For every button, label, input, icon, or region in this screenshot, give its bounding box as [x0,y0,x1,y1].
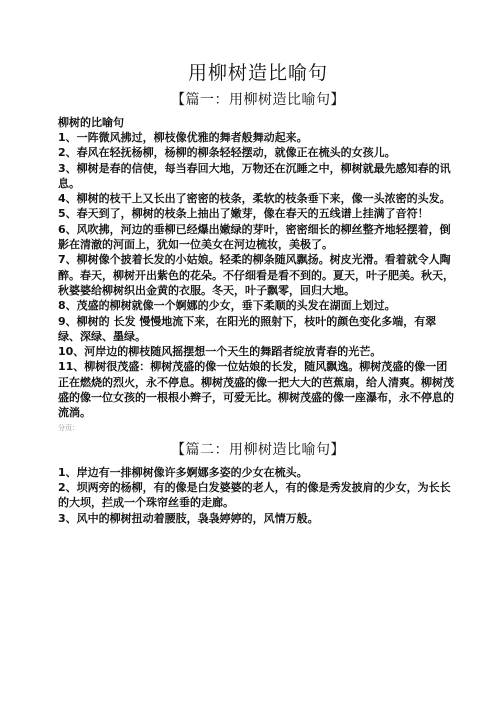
section-1-list [58,130,458,421]
section-2 [58,439,458,526]
page-break-label: 分页： [58,423,79,432]
list-item: 2、坝两旁的杨柳，有的像是白发婆婆的老人，有的像是秀发披肩的少女，为长长的大坝，拦成一个珠帘丝垂的走廊。 [58,480,451,510]
list-item: 3、风中的柳树扭动着腰肢，袅袅婷婷的，风情万般。 [58,511,319,525]
list-item: 1、一阵微风拂过，柳枝像优雅的舞者般舞动起来。 [58,131,308,144]
list-item: 6、风吹拂，河边的垂柳已经爆出嫩绿的芽叶，密密细长的柳丝整齐地轻摆着，倒影在清澈的河面上，犹如一位美女在河边梳妆，美极了。 [58,222,451,252]
list-item: 11、柳树很茂盛：柳树茂盛的像一位姑娘的长发，随风飘逸。柳树茂盛的像一团正在燃烧的烈火，永不停息。柳树茂盛的像一把大大的芭蕉扇，给人清爽。柳树茂盛的像一位女孩的一根根小辫子，可爱无比。柳树茂盛的像一座瀑布，永不停息的流淌。 [58,360,454,420]
list-item: 8、茂盛的柳树就像一个婀娜的少女，垂下柔顺的头发在湖面上划过。 [58,299,396,313]
list-item: 9、柳树的 长发 慢慢地流下来，在阳光的照射下，枝叶的颜色变化多端，有翠绿、深绿、墨绿。 [58,314,437,343]
list-item: 3、柳树是春的信使，每当春回大地，万物还在沉睡之中，柳树就最先感知春的讯息。 [58,161,451,190]
list-item: 2、春风在轻抚杨柳，杨柳的柳条轻轻摆动，就像正在梳头的女孩儿。 [58,146,396,160]
section-1-subtitle: 柳树的比喻句 [58,116,124,129]
section-1 [58,89,458,433]
section-1-header: 【篇一：用柳树造比喻句】 [171,92,345,108]
list-item: 1、岸边有一排柳树像许多婀娜多姿的少女在梳头。 [58,465,308,479]
list-item: 5、春天到了，柳树的枝条上抽出了嫩芽，像在春天的五线谱上挂满了音符！ [58,207,429,221]
section-2-header: 【篇二：用柳树造比喻句】 [171,441,345,458]
list-item: 10、河岸边的柳枝随风摇摆想一个天生的舞蹈者绽放青春的光芒。 [58,345,382,359]
document-title: 用柳树造比喻句 [187,62,328,84]
list-item: 7、柳树像个披着长发的小姑娘。轻柔的柳条随风飘扬。树皮光滑。看着就令人陶醉。春天，柳树开出紫色的花朵。不仔细看是看不到的。夏天，叶子肥美。秋天，秋婆婆给柳树织出金黄的衣服。冬天，叶子飘零，回归大地。 [58,253,454,297]
list-item: 4、柳树的枝干上又长出了密密的枝条，柔软的枝条垂下来，像一头浓密的头发。 [58,192,451,206]
section-2-list [58,465,458,526]
